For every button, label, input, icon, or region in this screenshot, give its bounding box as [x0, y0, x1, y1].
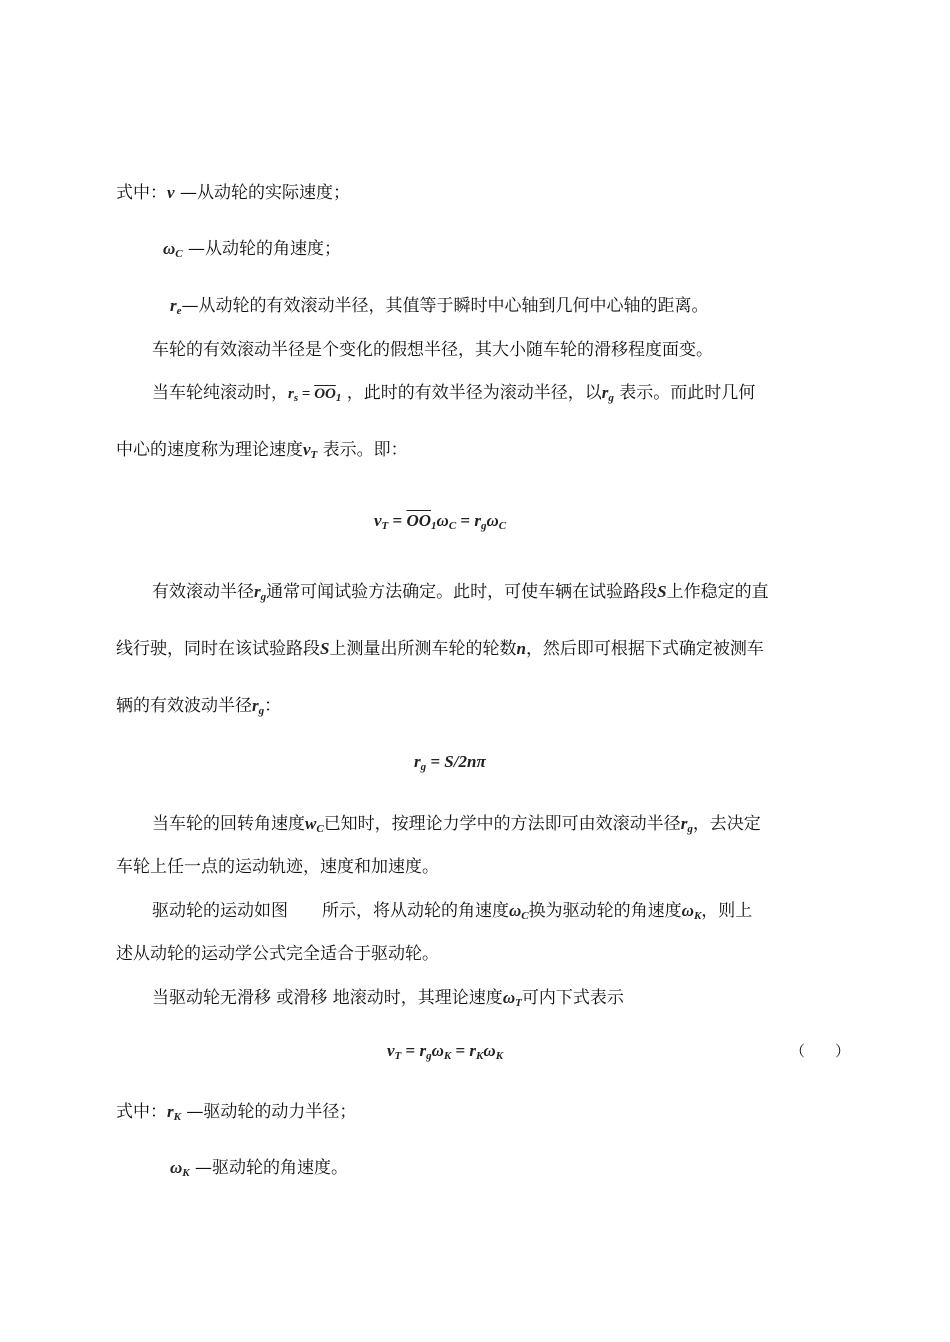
math-s: S — [657, 582, 667, 601]
math-rg: $r_g$ — [252, 696, 265, 717]
math-s: S — [320, 639, 330, 658]
math-omega-k: $\omega_K$ — [170, 1158, 190, 1179]
math-omega-t: $\omega_T$ — [502, 988, 522, 1009]
paragraph-line: 车轮的有效滚动半径是个变化的假想半径，其大小随车轮的滑移程度面变。 — [152, 340, 713, 360]
paragraph-line: 中心的速度称为理论速度$v_T$ 表示。即： — [116, 440, 408, 461]
equation-number: （ ） — [790, 1042, 851, 1060]
paragraph-line: 辆的有效波动半径$r_g$： — [116, 696, 282, 717]
math-rg: $r_g$ — [601, 383, 614, 404]
equation-3: $v_T = r_g\omega_K = r_K\omega_K$ — [387, 1041, 504, 1062]
paragraph-line: 当驱动轮无滑移 或滑移 地滚动时，其理论速度$\omega_T$可内下式表示 — [152, 988, 624, 1009]
paragraph-line: 有效滚动半径$r_g$通常可闻试验方法确定。此时，可使车辆在试验路段S上作稳定的直 — [152, 582, 769, 603]
math-omega-k: $\omega_K$ — [681, 901, 702, 922]
definition-line-re: $r_e—$从动轮的有效滚动半径，其值等于瞬时中心轴到几何中心轴的距离。 — [170, 296, 709, 317]
math-rk: $r_K$ — [167, 1102, 181, 1123]
math-n: n — [516, 639, 526, 658]
math-omega-c: $\omega_C$ — [509, 901, 529, 922]
paragraph-line: 线行驶，同时在该试验路段S上测量出所测车轮的轮数n，然后即可根据下式确定被测车 — [116, 639, 764, 659]
math-rg: $r_g$ — [254, 582, 267, 603]
definition-line-rk: 式中：$r_K$ —驱动轮的动力半径； — [116, 1102, 357, 1123]
paragraph-line: 车轮上任一点的运动轨迹，速度和加速度。 — [116, 857, 439, 877]
definition-line-omega-c: $\omega_C$ —从动轮的角速度； — [163, 239, 342, 260]
paragraph-line: 述从动轮的运动学公式完全适合于驱动轮。 — [116, 944, 439, 964]
definition-line-v: 式中：v —从动轮的实际速度； — [116, 183, 350, 203]
paragraph-line: 当车轮纯滚动时，$r_s = \overline{OO}_1$ ，此时的有效半径为滚动半径，以$r_g$ 表示。而此时几何 — [152, 383, 756, 404]
definition-line-omega-k: $\omega_K$ —驱动轮的角速度。 — [170, 1158, 349, 1179]
paragraph-line: 驱动轮的运动如图 所示，将从动轮的角速度$\omega_C$换为驱动轮的角速度$\omega_K$，则上 — [152, 901, 753, 922]
equation-1: $v_T = \overline{OO}_1\omega_C = r_g\omega_C$ — [374, 511, 507, 532]
math-omega-c: $\omega_C$ — [163, 239, 183, 260]
math-v: v — [167, 183, 175, 202]
math-re: $r_e$ — [170, 296, 182, 317]
equation-2: $r_g = S/2n\pi$ — [414, 752, 486, 773]
math-vt: $v_T$ — [303, 440, 318, 461]
math-rs-eq: $r_s = \overline{OO}_1$ — [288, 386, 342, 404]
math-wc: $w_C$ — [305, 814, 324, 835]
math-rg: $r_g$ — [680, 814, 693, 835]
paragraph-line: 当车轮的回转角速度$w_C$已知时，按理论力学中的方法即可由效滚动半径$r_g$，去决定 — [152, 814, 761, 835]
